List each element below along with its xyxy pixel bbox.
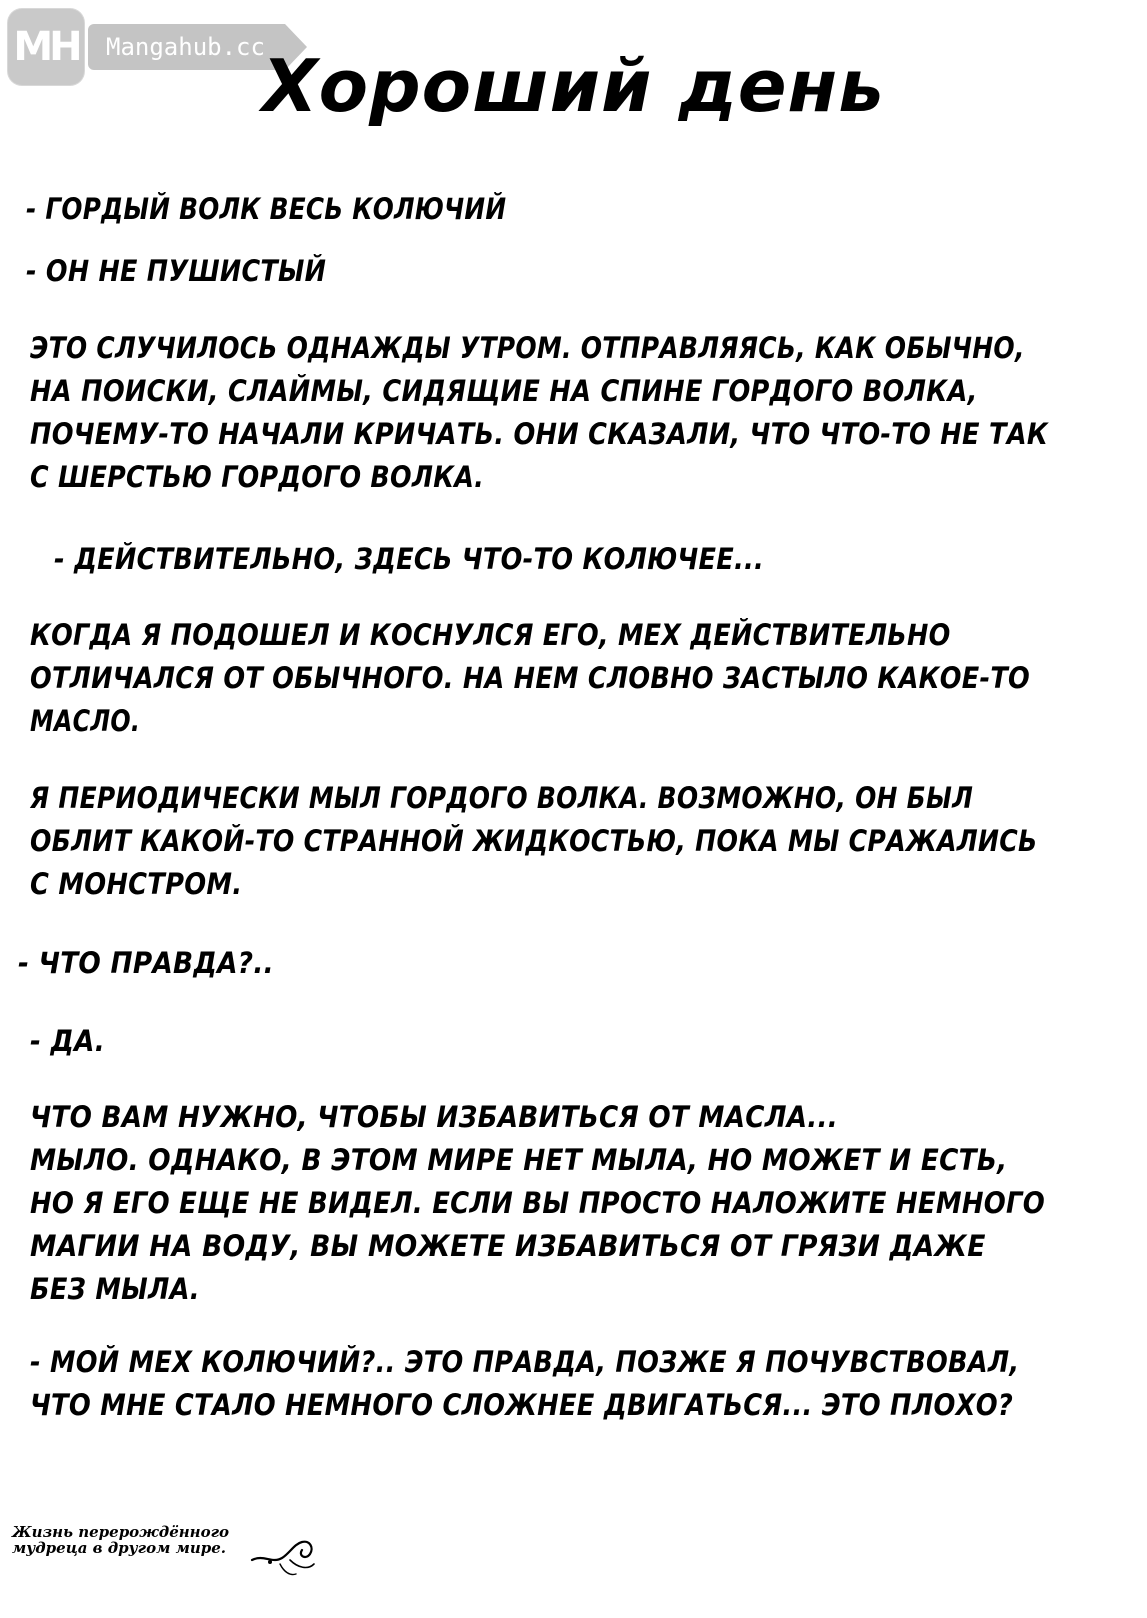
swirl-ornament-icon [250,1530,320,1580]
text-line: МЫЛО. ОДНАКО, В ЭТОМ МИРЕ НЕТ МЫЛА, НО МОЖЕТ И ЕСТЬ, [30,1143,1008,1177]
text-line: - ОН НЕ ПУШИСТЫЙ [26,254,327,288]
text-line: - ГОРДЫЙ ВОЛК ВЕСЬ КОЛЮЧИЙ [26,192,507,226]
text-line: ЭТО СЛУЧИЛОСЬ ОДНАЖДЫ УТРОМ. ОТПРАВЛЯЯСЬ, КАК ОБЫЧНО, [30,331,1025,365]
text-line: БЕЗ МЫЛА. [30,1272,200,1306]
text-line: - МОЙ МЕХ КОЛЮЧИЙ?.. ЭТО ПРАВДА, ПОЗЖЕ Я ПОЧУВСТВОВАЛ, [30,1345,1020,1379]
text-line: КОГДА Я ПОДОШЕЛ И КОСНУЛСЯ ЕГО, МЕХ ДЕЙСТВИТЕЛЬНО [30,618,951,652]
text-line: - ЧТО ПРАВДА?.. [18,946,274,980]
page-title: Хороший день [262,44,885,128]
text-line: ЧТО МНЕ СТАЛО НЕМНОГО СЛОЖНЕЕ ДВИГАТЬСЯ... ЭТО ПЛОХО? [30,1388,1014,1422]
text-line: МАСЛО. [30,704,141,738]
text-line: ОТЛИЧАЛСЯ ОТ ОБЫЧНОГО. НА НЕМ СЛОВНО ЗАСТЫЛО КАКОЕ-ТО [30,661,1031,695]
site-name: Mangahub.cc [88,24,285,70]
series-title-line-2: мудреца в другом мире. [12,1539,226,1557]
text-line: С ШЕРСТЬЮ ГОРДОГО ВОЛКА. [30,460,485,494]
series-title-line-1: Жизнь перерождённого [12,1523,230,1541]
text-line: - ДЕЙСТВИТЕЛЬНО, ЗДЕСЬ ЧТО-ТО КОЛЮЧЕЕ... [54,542,764,576]
text-line: ПОЧЕМУ-ТО НАЧАЛИ КРИЧАТЬ. ОНИ СКАЗАЛИ, ЧТО ЧТО-ТО НЕ ТАК [30,417,1049,451]
text-line: НА ПОИСКИ, СЛАЙМЫ, СИДЯЩИЕ НА СПИНЕ ГОРДОГО ВОЛКА, [30,374,978,408]
text-line: Я ПЕРИОДИЧЕСКИ МЫЛ ГОРДОГО ВОЛКА. ВОЗМОЖНО, ОН БЫЛ [30,781,974,815]
text-line: МАГИИ НА ВОДУ, ВЫ МОЖЕТЕ ИЗБАВИТЬСЯ ОТ ГРЯЗИ ДАЖЕ [30,1229,986,1263]
series-logo [12,1524,312,1584]
site-logo: MH [8,9,84,85]
text-line: - ДА. [30,1024,105,1058]
text-line: НО Я ЕГО ЕЩЕ НЕ ВИДЕЛ. ЕСЛИ ВЫ ПРОСТО НАЛОЖИТЕ НЕМНОГО [30,1186,1046,1220]
text-line: С МОНСТРОМ. [30,867,243,901]
text-line: ОБЛИТ КАКОЙ-ТО СТРАННОЙ ЖИДКОСТЬЮ, ПОКА МЫ СРАЖАЛИСЬ [30,824,1038,858]
text-line: ЧТО ВАМ НУЖНО, ЧТОБЫ ИЗБАВИТЬСЯ ОТ МАСЛА... [30,1100,838,1134]
